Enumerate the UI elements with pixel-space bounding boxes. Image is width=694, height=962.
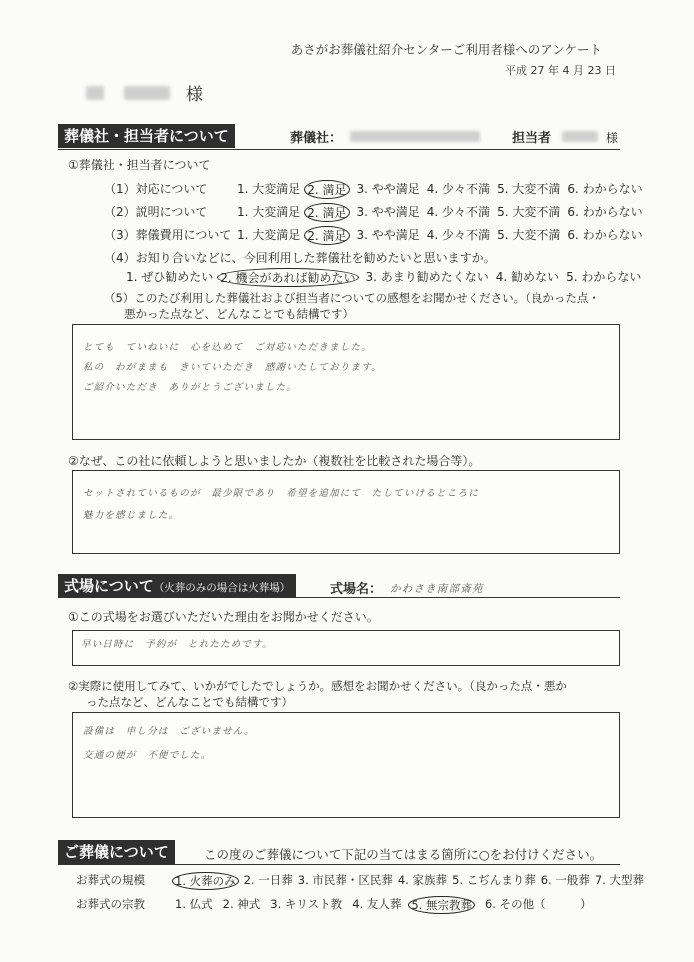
rating-row-3 — [104, 226, 650, 245]
section1-underline — [58, 149, 620, 150]
q4-option[interactable]: 3. あまり勧めたくない — [365, 270, 489, 284]
section-heading-venue — [58, 574, 296, 598]
q5-answer-line: ご紹介いただき ありがとうございました。 — [83, 382, 298, 393]
rating-option[interactable]: 3. やや満足 — [356, 205, 420, 219]
venue-q2-answer-line: 交通の便が 不便でした。 — [83, 750, 212, 761]
scale-label: お葬式の規模 — [76, 873, 145, 887]
q1-title: ①葬儀社・担当者について — [68, 158, 211, 172]
q5-answer-line: とても ていねいに 心を込めて ご対応いただきました。 — [83, 342, 372, 353]
rating-option[interactable]: 1. 大変満足 — [237, 182, 301, 196]
section3-underline — [58, 864, 620, 865]
rating-option-circled[interactable]: 2. 満足 — [304, 180, 349, 199]
rating-option[interactable]: 4. 少々不満 — [426, 182, 491, 196]
venue-q2-text-line2: った点など、どんなことでも結構です） — [86, 695, 293, 709]
q5-text-line2: 悪かった点など、どんなことでも結構です） — [124, 307, 354, 321]
rating-label: （2）説明について — [104, 205, 208, 219]
q5-answer-line: 私の わがままも きいていただき 感謝いたしております。 — [83, 362, 382, 373]
survey-date: 平成 27 年 4 月 23 日 — [505, 64, 616, 77]
rating-label: （3）葬儀費用について — [104, 228, 232, 242]
venue-q1-answer-box[interactable] — [72, 630, 620, 666]
rating-option[interactable]: 4. 少々不満 — [426, 205, 491, 219]
rating-option[interactable]: 4. 少々不満 — [426, 228, 491, 242]
venue-q2-answer-line: 設備は 申し分は ございません。 — [83, 726, 255, 737]
rating-option[interactable]: 5. 大変不満 — [497, 182, 561, 196]
redacted-company — [350, 131, 480, 142]
rating-option[interactable]: 5. 大変不満 — [497, 205, 561, 219]
scale-option-circled[interactable]: 1. 火葬のみ — [172, 872, 239, 890]
q2-answer-line: 魅力を感じました。 — [83, 510, 180, 521]
q4-options — [126, 268, 648, 287]
staff-suffix: 様 — [606, 131, 619, 145]
rating-option[interactable]: 1. 大変満足 — [237, 205, 301, 219]
scale-option[interactable]: 7. 大型葬 — [594, 873, 644, 887]
religion-label: お葬式の宗教 — [76, 897, 145, 911]
q2-text: ②なぜ、この社に依頼しようと思いましたか（複数社を比較された場合等）。 — [68, 454, 481, 468]
venue-q2-text-line1: ②実際に使用してみて、いかがでしたでしょうか。感想をお聞かせください。（良かった点・悪か — [68, 679, 567, 693]
religion-option-circled[interactable]: 5. 無宗教葬 — [408, 896, 475, 914]
rating-option-circled[interactable]: 2. 満足 — [304, 226, 349, 245]
q2-answer-box[interactable] — [72, 470, 620, 554]
rating-option[interactable]: 6. わからない — [567, 228, 643, 242]
recipient-honorific: 様 — [186, 85, 203, 105]
q5-answer-box[interactable] — [72, 324, 620, 440]
religion-option[interactable]: 4. 友人葬 — [352, 897, 402, 911]
q2-answer-line: セットされているものが 最少限であり 希望を追加にて たしていけるところに — [83, 488, 479, 499]
rating-option[interactable]: 6. わからない — [567, 205, 643, 219]
scale-option[interactable]: 4. 家族葬 — [397, 873, 448, 887]
section2-underline — [58, 597, 620, 598]
rating-row-2 — [104, 203, 650, 222]
venue-q2-answer-box[interactable] — [72, 712, 620, 818]
q4-option[interactable]: 1. ぜひ勧めたい — [126, 270, 214, 284]
rating-label: （1）対応について — [104, 182, 208, 196]
religion-option[interactable]: 3. キリスト教 — [270, 897, 343, 911]
venue-heading-note: （火葬のみの場合は火葬場） — [153, 582, 291, 594]
religion-option[interactable]: 1. 仏式 — [175, 897, 213, 911]
redacted-name — [124, 86, 170, 100]
recipient-line — [86, 80, 203, 105]
venue-q1-text: ①この式場をお選びいただいた理由をお聞かせください。 — [68, 610, 379, 624]
religion-option[interactable]: 2. 神式 — [222, 897, 261, 911]
rating-option[interactable]: 1. 大変満足 — [237, 228, 301, 242]
rating-row-1 — [104, 180, 650, 199]
scale-option[interactable]: 2. 一日葬 — [243, 873, 293, 887]
rating-option[interactable]: 6. わからない — [567, 182, 643, 196]
religion-row — [76, 896, 599, 914]
section-heading-funeral: ご葬儀について — [58, 840, 175, 864]
redacted-name — [86, 86, 104, 100]
q4-option[interactable]: 4. 勧めない — [495, 270, 560, 284]
venue-heading-text: 式場について — [64, 577, 154, 595]
venue-value: かわさき南部斎苑 — [390, 583, 484, 595]
survey-title: あさがお葬儀社紹介センターご利用者様へのアンケート — [290, 42, 602, 57]
rating-option[interactable]: 3. やや満足 — [356, 228, 420, 242]
funeral-company-label: 葬儀社： — [290, 131, 343, 146]
q5-text-line1: （5）このたび利用した葬儀社および担当者についての感想をお聞かせください。（良かった点・ — [104, 291, 600, 305]
venue-label: 式場名： — [330, 582, 383, 597]
scale-option[interactable]: 3. 市民葬・区民葬 — [297, 873, 393, 887]
rating-option[interactable]: 3. やや満足 — [356, 182, 420, 196]
q4-option[interactable]: 5. わからない — [566, 270, 642, 284]
scale-row — [76, 872, 644, 890]
redacted-staff — [562, 131, 598, 142]
scale-option[interactable]: 5. こぢんまり葬 — [452, 873, 536, 887]
religion-option[interactable]: 6. その他（ ） — [484, 897, 592, 911]
q4-text: （4）お知り合いなどに、今回利用した葬儀社を勧めたいと思いますか。 — [104, 251, 496, 265]
venue-q1-answer: 早い日時に 予約が とれたためです。 — [81, 639, 273, 650]
scale-option[interactable]: 6. 一般葬 — [540, 873, 590, 887]
rating-option[interactable]: 5. 大変不満 — [497, 228, 561, 242]
funeral-instruction: この度のご葬儀について下記の当てはまる箇所に○をお付けください。 — [204, 847, 603, 862]
section-heading-funeral-company: 葬儀社・担当者について — [58, 124, 235, 148]
rating-option-circled[interactable]: 2. 満足 — [304, 203, 349, 222]
staff-label: 担当者 — [512, 131, 552, 146]
q4-option-circled[interactable]: 2. 機会があれば勧めたい — [217, 268, 358, 287]
